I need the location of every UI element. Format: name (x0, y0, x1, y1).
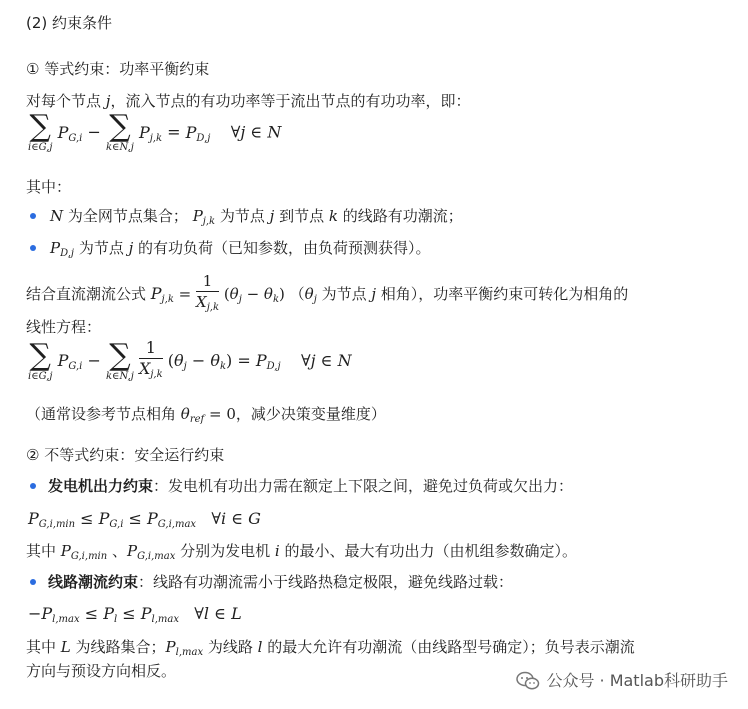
generator-where: 其中 $P_{G,i,min}$ 、$P_{G,i,max}$ 分别为发电机 i 的最小、最大有功出力（由机组参数确定）。 (26, 542, 577, 562)
phase-angle-equation: ∑ i∈G,j $P_{G,i}$ − ∑ k∈N,j $\frac{1}{X_{j,k}}$ $(\theta_j - \theta_k) = P_{D,j}$ ∀j ∈ N (28, 337, 352, 382)
bullet-load: $P_{D,j}$ 为节点 j 的有功负荷（已知参数，由负荷预测获得）。 (50, 239, 431, 259)
equality-heading: ① 等式约束：功率平衡约束 (26, 60, 210, 78)
inequality-heading: ② 不等式约束：安全运行约束 (26, 446, 225, 464)
wechat-icon (516, 671, 540, 691)
line-where-cont: 方向与预设方向相反。 (26, 662, 177, 680)
bullet-node-set: N 为全网节点集合； $P_{j,k}$ 为节点 j 到节点 k 的线路有功潮流； (50, 207, 463, 227)
bullet-dot (30, 579, 36, 585)
watermark (516, 668, 728, 691)
line-where: 其中 L 为线路集合；$P_{l,max}$ 为线路 l 的最大允许有功潮流（由线路型号确定）；负号表示潮流 (26, 638, 635, 658)
generator-constraint-text: 发电机出力约束：发电机有功出力需在额定上下限之间，避免过负荷或欠出力： (48, 477, 574, 495)
line-flow-inequality: $-P_{l,max} \le P_l \le P_{l,max}$ ∀l ∈ L (28, 604, 242, 625)
equality-intro: 对每个节点 j，流入节点的有功功率等于流出节点的有功功率，即： (26, 92, 471, 110)
reference-note: （通常设参考节点相角 $\theta_{ref} = 0$，减少决策变量维度） (26, 405, 386, 425)
bullet-dot (30, 213, 36, 219)
generator-inequality: $P_{G,i,min} \le P_{G,i} \le P_{G,i,max}$ ∀i ∈ G (28, 509, 261, 530)
line-constraint-text: 线路潮流约束：线路有功潮流需小于线路热稳定极限，避免线路过载： (48, 573, 514, 591)
dc-flow-line: 结合直流潮流公式 $P_{j,k}$ = $\frac{1}{X_{j,k}}$ $(\theta_j - \theta_k)$ （$\theta_j$ 为节点 j 相角），功率平衡约束可转化为相角的 (26, 272, 629, 313)
section-title: (2) 约束条件 (26, 14, 113, 32)
dc-flow-line-cont: 线性方程： (26, 318, 102, 336)
watermark-text: 公众号 · Matlab科研助手 (546, 671, 728, 690)
bullet-dot (30, 483, 36, 489)
power-balance-equation: ∑ i∈G,j $P_{G,i}$ − ∑ k∈N,j $P_{j,k} = P_{D,j}$ ∀j ∈ N (28, 109, 282, 153)
bullet-dot (30, 245, 36, 251)
where-label: 其中： (26, 178, 72, 196)
